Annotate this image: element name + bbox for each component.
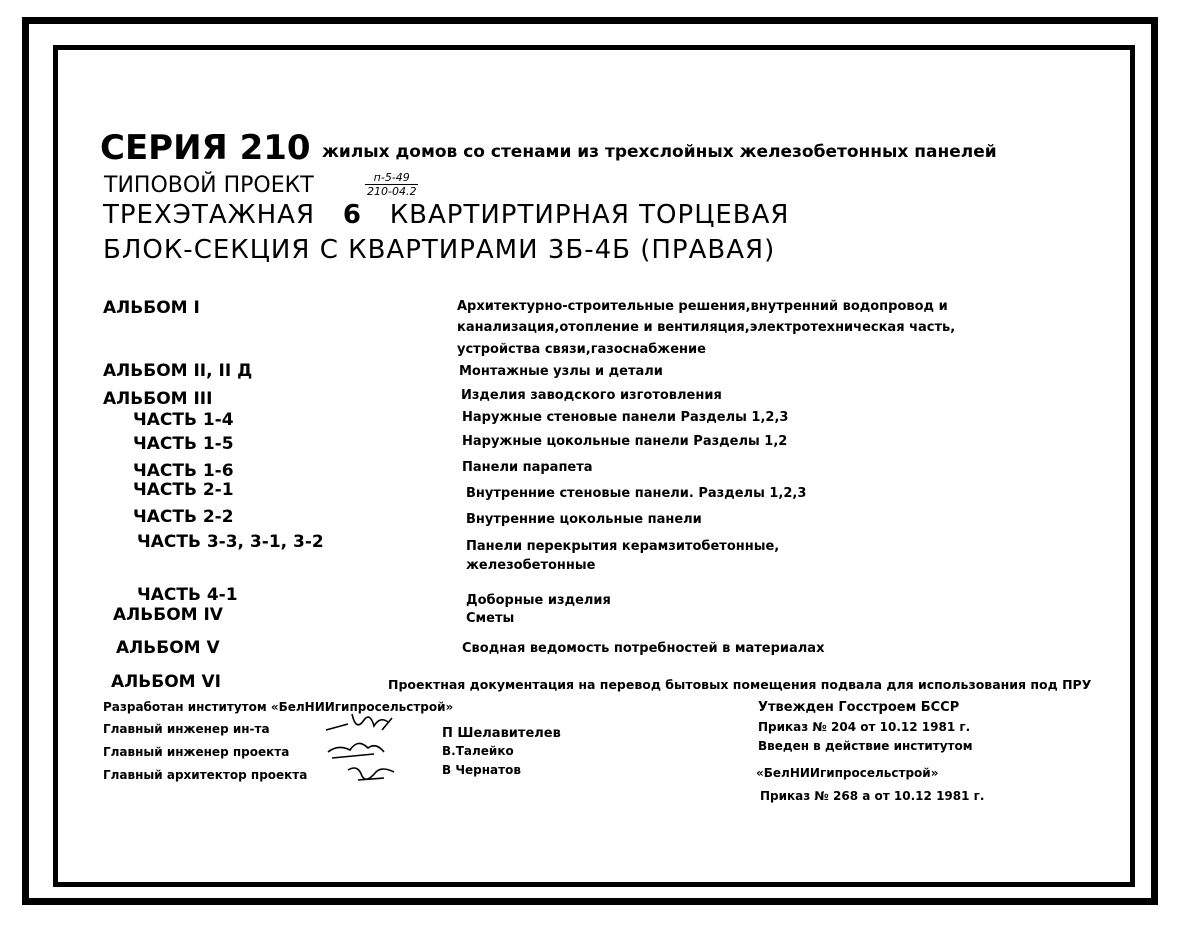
chief-engineer-label: Главный инженер ин-та [103, 722, 270, 736]
project-code-bottom: 210-04.2 [367, 185, 417, 198]
chief-engineer-name: П Шелавителев [442, 726, 561, 741]
part-label: ЧАСТЬ 1-5 [133, 434, 234, 454]
title-line-2: БЛОК-СЕКЦИЯ С КВАРТИРАМИ 3Б-4Б (ПРАВАЯ) [103, 235, 776, 265]
project-code-top: п-5-49 [365, 171, 418, 185]
album-label: АЛЬБОМ III [103, 389, 213, 409]
part-label: ЧАСТЬ 1-4 [133, 410, 234, 430]
project-engineer-label: Главный инженер проекта [103, 745, 290, 759]
project-label: ТИПОВОЙ ПРОЕКТ [104, 173, 314, 198]
part-desc: Панели перекрытия керамзитобетонные, [466, 539, 780, 554]
album-label: АЛЬБОМ I [103, 298, 200, 318]
project-engineer-name: В.Талейко [442, 744, 514, 758]
part-desc: Наружные стеновые панели Разделы 1,2,3 [462, 410, 789, 425]
part-label: ЧАСТЬ 2-1 [133, 480, 234, 500]
album-desc: канализация,отопление и вентиляция,электротехническая часть, [457, 320, 956, 335]
album-desc: Проектная документация на перевод бытовых помещения подвала для использования под ПРУ [388, 677, 1092, 692]
title-line-1 [103, 200, 790, 230]
part-desc: железобетонные [466, 558, 596, 573]
title-line-1-b: КВАРТИРТИРНАЯ ТОРЦЕВАЯ [389, 200, 790, 230]
developed-by: Разработан институтом «БелНИИгипросельстрой» [103, 700, 454, 714]
album-label: АЛЬБОМ IV [113, 605, 223, 625]
part-desc: Доборные изделия [466, 593, 611, 608]
part-desc: Внутренние цокольные панели [466, 512, 702, 527]
album-label: АЛЬБОМ II, II Д [103, 361, 253, 381]
album-label: АЛЬБОМ VI [111, 672, 221, 692]
order-1: Приказ № 204 от 10.12 1981 г. [758, 720, 971, 734]
approved-by: Утвежден Госстроем БССР [758, 700, 960, 715]
album-label: АЛЬБОМ V [116, 638, 220, 658]
introduced-by: Введен в действие институтом [758, 739, 973, 753]
album-desc: Монтажные узлы и детали [459, 364, 663, 379]
album-desc: устройства связи,газоснабжение [457, 342, 706, 357]
order-2: Приказ № 268 а от 10.12 1981 г. [760, 789, 985, 803]
part-label: ЧАСТЬ 4-1 [137, 585, 238, 605]
chief-architect-name: В Чернатов [442, 763, 521, 777]
part-label: ЧАСТЬ 1-6 [133, 461, 234, 481]
album-desc: Сводная ведомость потребностей в материалах [462, 641, 825, 656]
part-label: ЧАСТЬ 2-2 [133, 507, 234, 527]
part-desc: Панели парапета [462, 460, 593, 475]
institute-name: «БелНИИгипросельстрой» [756, 766, 939, 780]
album-desc: Архитектурно-строительные решения,внутренний водопровод и [457, 299, 948, 314]
part-desc: Наружные цокольные панели Разделы 1,2 [462, 434, 788, 449]
series-subtitle: жилых домов со стенами из трехслойных железобетонных панелей [322, 142, 997, 162]
part-desc: Внутренние стеновые панели. Разделы 1,2,3 [466, 486, 807, 501]
project-code [365, 171, 418, 198]
title-line-1-num: 6 [342, 200, 362, 230]
part-label: ЧАСТЬ 3-3, 3-1, 3-2 [137, 532, 324, 552]
chief-architect-label: Главный архитектор проекта [103, 768, 308, 782]
signature-icon [318, 708, 428, 788]
title-line-1-a: ТРЕХЭТАЖНАЯ [103, 200, 316, 230]
album-desc: Изделия заводского изготовления [461, 388, 722, 403]
album-desc: Сметы [466, 611, 515, 626]
series-title: СЕРИЯ 210 [100, 128, 311, 168]
